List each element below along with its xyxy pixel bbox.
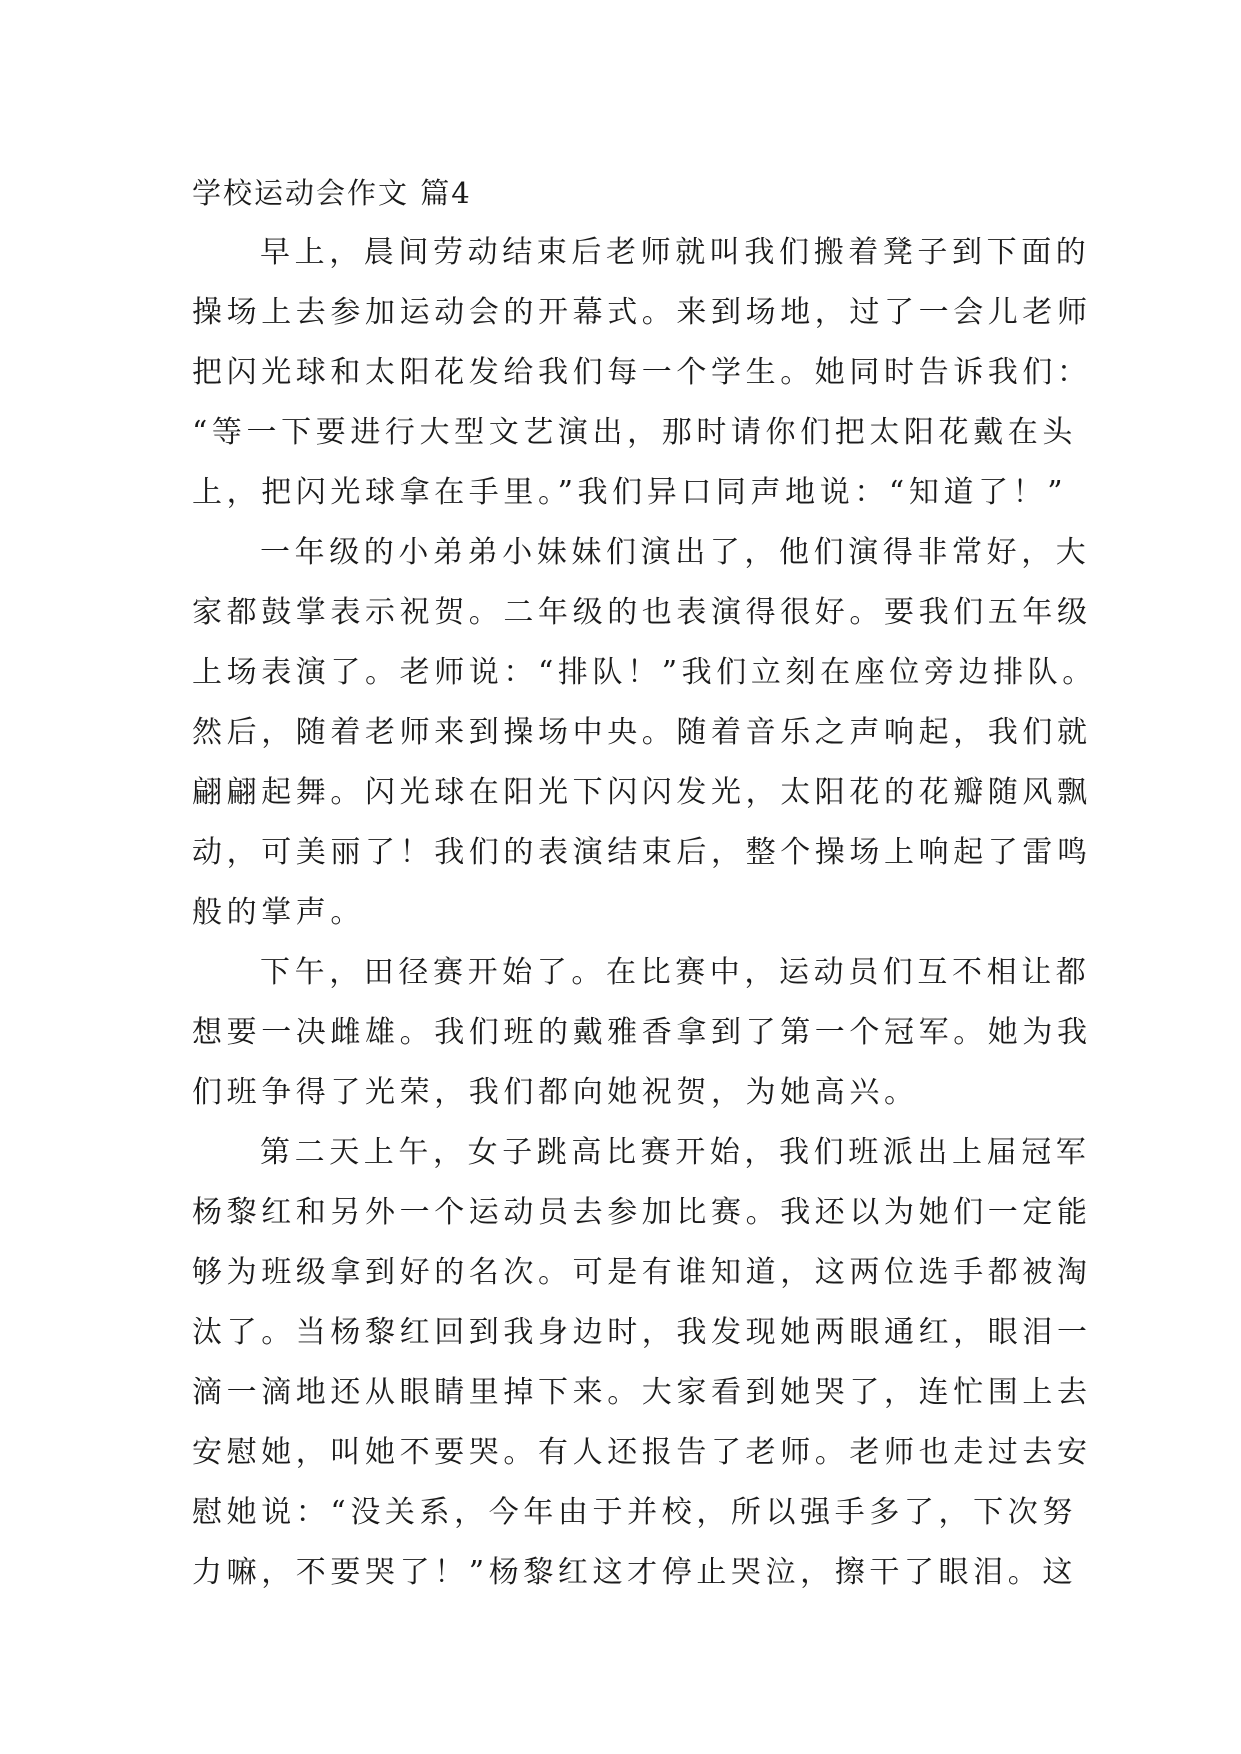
text-line: 杨黎红和另外一个运动员去参加比赛。我还以为她们一定能 xyxy=(192,1195,1092,1230)
document-title: 学校运动会作文 篇4 xyxy=(192,176,472,210)
document-body xyxy=(192,163,1097,1603)
paragraph-4 xyxy=(192,1123,1092,1603)
text-line: 翩翩起舞。闪光球在阳光下闪闪发光，太阳花的花瓣随风飘 xyxy=(192,775,1092,810)
text-line: 想要一决雌雄。我们班的戴雅香拿到了第一个冠军。她为我 xyxy=(192,1015,1092,1050)
paragraph-2 xyxy=(192,523,1097,943)
text-line: 汰了。当杨黎红回到我身边时，我发现她两眼通红，眼泪一 xyxy=(192,1315,1092,1350)
text-line: 然后，随着老师来到操场中央。随着音乐之声响起，我们就 xyxy=(192,715,1092,750)
text-line: 下午，田径赛开始了。在比赛中，运动员们互不相让都 xyxy=(260,955,1091,990)
text-line: 安慰她，叫她不要哭。有人还报告了老师。老师也走过去安 xyxy=(192,1435,1092,1470)
text-line: 动，可美丽了！我们的表演结束后，整个操场上响起了雷鸣 xyxy=(192,835,1092,870)
text-line: 够为班级拿到好的名次。可是有谁知道，这两位选手都被淘 xyxy=(192,1255,1092,1290)
text-line: 操场上去参加运动会的开幕式。来到场地，过了一会儿老师 xyxy=(192,295,1092,330)
text-line: “等一下要进行大型文艺演出，那时请你们把太阳花戴在头 xyxy=(192,415,1077,450)
text-line: 家都鼓掌表示祝贺。二年级的也表演得很好。要我们五年级 xyxy=(192,595,1092,630)
text-line: 上场表演了。老师说：“排队！”我们立刻在座位旁边排队。 xyxy=(192,655,1097,690)
text-line: 般的掌声。 xyxy=(192,895,365,930)
text-line: 把闪光球和太阳花发给我们每一个学生。她同时告诉我们： xyxy=(192,355,1092,390)
text-line: 滴一滴地还从眼睛里掉下来。大家看到她哭了，连忙围上去 xyxy=(192,1375,1092,1410)
text-line: 上，把闪光球拿在手里。”我们异口同声地说：“知道了！” xyxy=(192,475,1068,510)
text-line: 第二天上午，女子跳高比赛开始，我们班派出上届冠军 xyxy=(260,1135,1091,1170)
text-line: 早上，晨间劳动结束后老师就叫我们搬着凳子到下面的 xyxy=(260,235,1091,270)
text-line: 力嘛，不要哭了！”杨黎红这才停止哭泣，擦干了眼泪。这 xyxy=(192,1555,1077,1590)
text-line: 一年级的小弟弟小妹妹们演出了，他们演得非常好，大 xyxy=(260,535,1091,570)
paragraph-1 xyxy=(192,223,1092,523)
paragraph-3 xyxy=(192,943,1092,1123)
text-line: 们班争得了光荣，我们都向她祝贺，为她高兴。 xyxy=(192,1075,919,1110)
text-line: 慰她说：“没关系，今年由于并校，所以强手多了，下次努 xyxy=(192,1495,1077,1530)
